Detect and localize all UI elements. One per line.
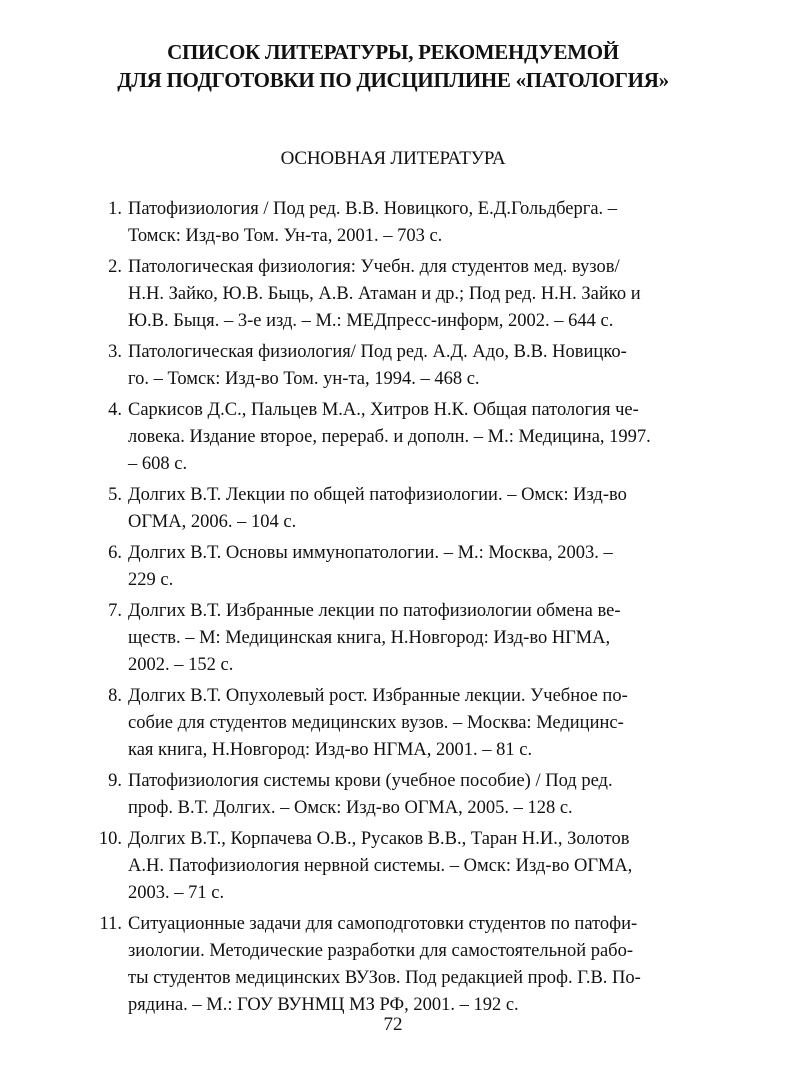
reference-number: 8.	[108, 686, 122, 706]
reference-item	[88, 254, 700, 335]
reference-line: Патологическая физиология: Учебн. для студентов мед. вузов/	[128, 257, 620, 277]
reference-item	[88, 826, 700, 907]
reference-line: ществ. – М: Медицинская книга, Н.Новгород: Изд-во НГМА,	[128, 628, 611, 648]
reference-number: 1.	[108, 199, 122, 219]
reference-text	[128, 196, 700, 250]
section-heading: ОСНОВНАЯ ЛИТЕРАТУРА	[280, 148, 506, 169]
reference-text	[128, 598, 700, 679]
reference-item	[88, 482, 700, 536]
reference-line: 2003. – 71 с.	[128, 883, 225, 903]
reference-text	[128, 826, 700, 907]
reference-line: Долгих В.Т. Избранные лекции по патофизиологии обмена ве-	[128, 601, 621, 621]
reference-line: проф. В.Т. Долгих. – Омск: Изд-во ОГМА, 2005. – 128 с.	[128, 798, 573, 818]
reference-line: Долгих В.Т. Опухолевый рост. Избранные лекции. Учебное по-	[128, 686, 628, 706]
reference-text	[128, 482, 700, 536]
title-line-1: СПИСОК ЛИТЕРАТУРЫ, РЕКОМЕНДУЕМОЙ	[167, 40, 619, 64]
reference-line: Патофизиология / Под ред. В.В. Новицкого, Е.Д.Гольдберга. –	[128, 199, 618, 219]
reference-number: 5.	[108, 485, 122, 505]
reference-line: кая книга, Н.Новгород: Изд-во НГМА, 2001. – 81 с.	[128, 740, 533, 760]
reference-list	[88, 196, 700, 1023]
reference-item	[88, 339, 700, 393]
reference-line: го. – Томск: Изд-во Том. ун-та, 1994. – 468 с.	[128, 369, 480, 389]
reference-number: 9.	[108, 771, 122, 791]
reference-text	[128, 540, 700, 594]
reference-item	[88, 196, 700, 250]
reference-item	[88, 397, 700, 478]
reference-line: Томск: Изд-во Том. Ун-та, 2001. – 703 с.	[128, 226, 443, 246]
reference-line: А.Н. Патофизиология нервной системы. – Омск: Изд-во ОГМА,	[128, 856, 633, 876]
reference-number: 10.	[98, 829, 122, 849]
reference-number: 2.	[108, 257, 122, 277]
reference-number: 3.	[108, 342, 122, 362]
page-title	[80, 38, 706, 94]
reference-item	[88, 683, 700, 764]
reference-number: 11.	[99, 914, 122, 934]
reference-number: 6.	[108, 543, 122, 563]
reference-line: Долгих В.Т. Основы иммунопатологии. – М.: Москва, 2003. –	[128, 543, 613, 563]
reference-line: собие для студентов медицинских вузов. – Москва: Медицинс-	[128, 713, 624, 733]
reference-line: Н.Н. Зайко, Ю.В. Быць, А.В. Атаман и др.; Под ред. Н.Н. Зайко и	[128, 284, 641, 304]
reference-text	[128, 911, 700, 1019]
reference-line: Саркисов Д.С., Пальцев М.А., Хитров Н.К. Общая патология че-	[128, 400, 639, 420]
reference-line: Патологическая физиология/ Под ред. А.Д. Адо, В.В. Новицко-	[128, 342, 627, 362]
reference-line: зиологии. Методические разработки для самостоятельной рабо-	[128, 941, 634, 961]
reference-line: рядина. – М.: ГОУ ВУНМЦ МЗ РФ, 2001. – 192 с.	[128, 995, 519, 1015]
reference-item	[88, 768, 700, 822]
reference-item	[88, 540, 700, 594]
reference-item	[88, 598, 700, 679]
reference-line: Ю.В. Быця. – 3-е изд. – М.: МЕДпресс-информ, 2002. – 644 с.	[128, 311, 614, 331]
page-number: 72	[383, 1014, 403, 1035]
reference-number: 7.	[108, 601, 122, 621]
reference-line: – 608 с.	[128, 454, 188, 474]
reference-line: ты студентов медицинских ВУЗов. Под редакцией проф. Г.В. По-	[128, 968, 641, 988]
reference-line: ОГМА, 2006. – 104 с.	[128, 512, 297, 532]
reference-line: ловека. Издание второе, перераб. и дополн. – М.: Медицина, 1997.	[128, 427, 651, 447]
reference-line: Долгих В.Т. Лекции по общей патофизиологии. – Омск: Изд-во	[128, 485, 627, 505]
reference-line: Ситуационные задачи для самоподготовки студентов по патофи-	[128, 914, 638, 934]
reference-text	[128, 254, 700, 335]
reference-line: 229 с.	[128, 570, 174, 590]
reference-text	[128, 397, 700, 478]
reference-line: Долгих В.Т., Корпачева О.В., Русаков В.В., Таран Н.И., Золотов	[128, 829, 630, 849]
reference-number: 4.	[108, 400, 122, 420]
reference-line: Патофизиология системы крови (учебное пособие) / Под ред.	[128, 771, 613, 791]
reference-text	[128, 768, 700, 822]
reference-line: 2002. – 152 с.	[128, 655, 234, 675]
reference-item	[88, 911, 700, 1019]
reference-text	[128, 339, 700, 393]
title-line-2: ДЛЯ ПОДГОТОВКИ ПО ДИСЦИПЛИНЕ «ПАТОЛОГИЯ»	[117, 68, 669, 92]
reference-text	[128, 683, 700, 764]
